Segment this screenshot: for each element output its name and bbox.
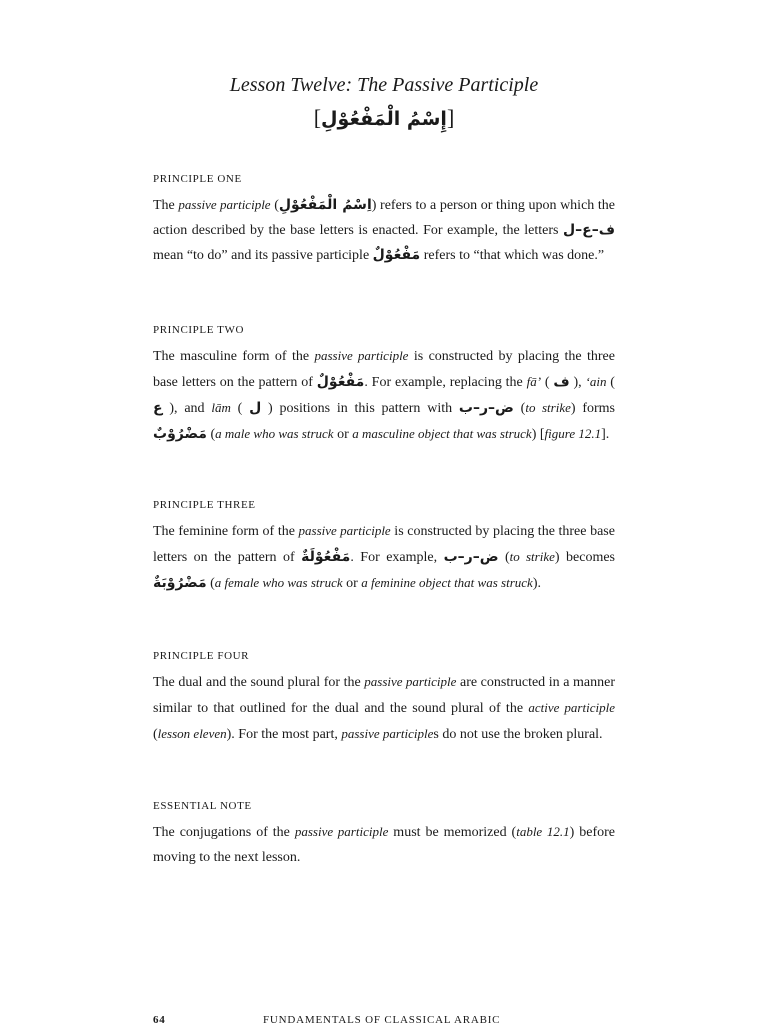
text-run: The conjugations of the <box>153 825 295 840</box>
arabic-letter: ع <box>153 400 163 416</box>
arabic-term: مَضْرُوْبٌ <box>153 426 207 442</box>
text-run: . For example, replacing the <box>364 375 527 390</box>
lesson-reference: lesson eleven <box>157 726 227 741</box>
term-passive-participle: passive participle <box>341 726 434 741</box>
text-run: ) before moving to the next lesson. <box>153 825 615 865</box>
principle-one-text <box>153 192 615 268</box>
term-passive-participle: passive participle <box>294 824 389 839</box>
essential-note-heading: ESSENTIAL NOTE <box>153 800 252 812</box>
arabic-term: مَفْعُوْلٌ <box>316 374 365 390</box>
text-run: ]. <box>601 427 610 442</box>
term-passive-participle: passive participle <box>314 348 409 363</box>
arabic-letter: ف <box>553 374 570 390</box>
text-run: ). For the most part, <box>226 727 342 742</box>
principle-four-section <box>153 649 615 747</box>
text-run: is constructed by placing the three base letters on the pattern of <box>153 524 615 565</box>
principle-one-heading: PRINCIPLE ONE <box>153 173 242 185</box>
text-run: The <box>153 198 179 213</box>
arabic-letters: ف–ع–ل <box>563 222 615 238</box>
text-run: . For example, <box>350 550 444 565</box>
italic-term: a female who was struck <box>214 575 343 590</box>
arabic-letters: ض–ر–ب <box>443 549 499 565</box>
principle-two-heading: PRINCIPLE TWO <box>153 324 245 336</box>
text-run: ). <box>532 576 541 591</box>
table-reference: table 12.1 <box>516 824 570 839</box>
text-run: ( <box>498 550 510 565</box>
subtitle-close-bracket: ] <box>446 105 455 130</box>
text-run: ( <box>206 576 215 591</box>
text-run: ) refers to a person or thing upon which the action described by the base letters is enacted. For example, the letters <box>153 198 615 238</box>
subtitle-open-bracket: [ <box>313 105 322 130</box>
principle-four-heading: PRINCIPLE FOUR <box>153 650 250 662</box>
text-run: ) [ <box>531 427 545 442</box>
italic-term: a male who was struck <box>215 426 334 441</box>
arabic-term: اِسْمُ الْمَفْعُوْلِ <box>278 197 372 213</box>
running-footer-title: FUNDAMENTALS OF CLASSICAL ARABIC <box>263 1014 501 1026</box>
page-subtitle <box>153 104 615 133</box>
principle-four-text <box>153 669 615 747</box>
arabic-letters: ض–ر–ب <box>458 400 514 416</box>
italic-term: to strike <box>525 400 571 415</box>
text-run: ( <box>541 375 554 390</box>
subtitle-arabic: إِسْمُ الْمَفْعُوْلِ <box>321 108 447 130</box>
text-run: ) becomes <box>554 550 615 565</box>
text-run: must be memorized ( <box>388 825 517 840</box>
text-run: or <box>342 576 362 591</box>
term-passive-participle: passive participle <box>364 674 457 689</box>
italic-term: a masculine object that was struck <box>352 426 532 441</box>
essential-note-text <box>153 819 615 870</box>
text-run: ( <box>270 198 279 213</box>
text-run: ( <box>153 727 158 742</box>
arabic-term: مَضْرُوْبَةٌ <box>153 575 207 591</box>
italic-term: a feminine object that was struck <box>361 575 533 590</box>
arabic-term: مَفْعُوْلَةٌ <box>301 549 351 565</box>
text-run: are constructed in a manner similar to that outlined for the dual and the sound plural of the <box>153 675 615 716</box>
italic-term: fā’ <box>526 374 542 389</box>
term-passive-participle: passive participle <box>178 197 271 212</box>
term-passive-participle: passive participle <box>298 523 391 538</box>
text-run: ) positions in this pattern with <box>261 401 459 416</box>
principle-two-section <box>153 323 615 447</box>
page-number: 64 <box>153 1014 166 1026</box>
arabic-letter: ل <box>249 400 262 416</box>
text-run: s do not use the broken plural. <box>433 727 603 742</box>
figure-reference: figure 12.1 <box>544 426 602 441</box>
text-run: refers to “that which was done.” <box>420 248 605 263</box>
text-run: or <box>333 427 353 442</box>
text-run: ) forms <box>570 401 616 416</box>
italic-term: ‘ain <box>585 374 607 389</box>
principle-three-section <box>153 498 615 596</box>
principle-three-text <box>153 518 615 596</box>
italic-term: to strike <box>509 549 555 564</box>
italic-term: lām <box>211 400 231 415</box>
principle-three-heading: PRINCIPLE THREE <box>153 499 256 511</box>
page-title: Lesson Twelve: The Passive Participle <box>229 74 539 96</box>
term-active-participle: active participle <box>528 700 615 715</box>
text-run: The feminine form of the <box>153 524 299 539</box>
essential-note-section <box>153 799 615 870</box>
text-run: ), and <box>162 401 212 416</box>
text-run: ), <box>569 375 586 390</box>
text-run: ( <box>606 375 615 390</box>
principle-one-section <box>153 172 615 268</box>
arabic-term: مَفْعُوْلٌ <box>372 247 421 263</box>
text-run: ( <box>230 401 250 416</box>
text-run: is constructed by placing the three base letters on the pattern of <box>153 349 615 390</box>
text-run: ( <box>206 427 216 442</box>
text-run: The masculine form of the <box>153 349 315 364</box>
principle-two-text <box>153 343 615 447</box>
text-run: ( <box>513 401 526 416</box>
text-run: mean “to do” and its passive participle <box>153 248 373 263</box>
page-footer <box>153 1014 615 1028</box>
text-run: The dual and the sound plural for the <box>153 675 365 690</box>
